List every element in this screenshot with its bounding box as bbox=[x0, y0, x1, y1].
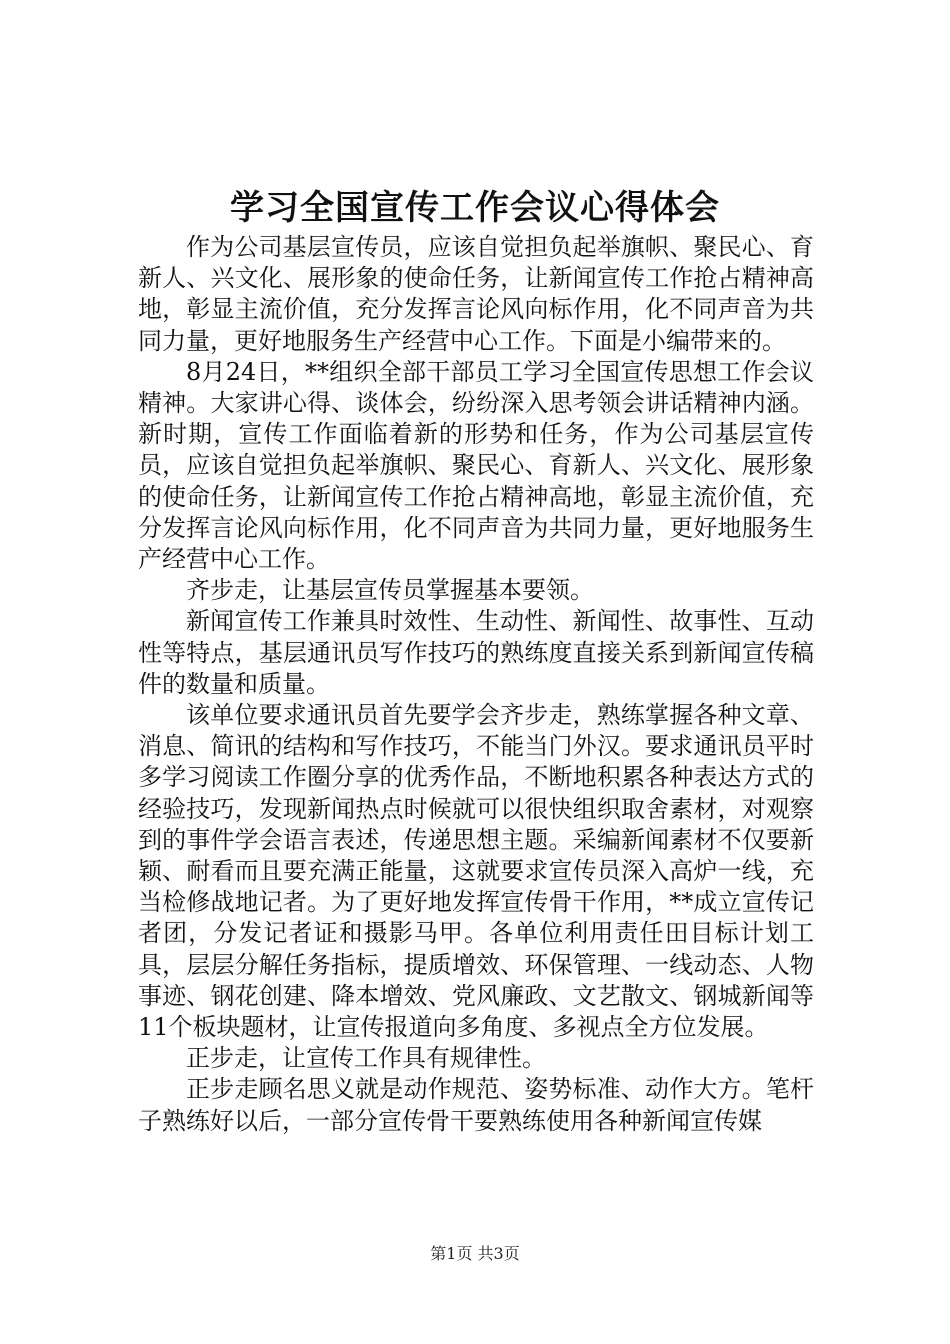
paragraph: 正步走，让宣传工作具有规律性。 bbox=[186, 1044, 546, 1073]
document-body bbox=[138, 232, 814, 1137]
document-title: 学习全国宣传工作会议心得体会 bbox=[230, 188, 720, 228]
paragraph: 作为公司基层宣传员，应该自觉担负起举旗帜、聚民心、育新人、兴文化、展形象的使命任务，让新闻宣传工作抢占精神高地，彰显主流价值，充分发挥言论风向标作用，化不同声音为共同力量，更好地服务生产经营中心工作。下面是小编带来的。 bbox=[138, 233, 814, 355]
paragraph: 该单位要求通讯员首先要学会齐步走，熟练掌握各种文章、消息、简讯的结构和写作技巧，不能当门外汉。要求通讯员平时多学习阅读工作圈分享的优秀作品，不断地积累各种表达方式的经验技巧，发现新闻热点时候就可以很快组织取舍素材，对观察到的事件学会语言表述，传递思想主题。采编新闻素材不仅要新颖、耐看而且要充满正能量，这就要求宣传员深入高炉一线，充当检修战地记者。为了更好地发挥宣传骨干作用，**成立宣传记者团，分发记者证和摄影马甲。各单位利用责任田目标计划工具，层层分解任务指标，提质增效、环保管理、一线动态、人物事迹、钢花创建、降本增效、党风廉政、文艺散文、钢城新闻等11个板块题材，让宣传报道向多角度、多视点全方位发展。 bbox=[138, 701, 814, 1042]
paragraph: 新闻宣传工作兼具时效性、生动性、新闻性、故事性、互动性等特点，基层通讯员写作技巧的熟练度直接关系到新闻宣传稿件的数量和质量。 bbox=[138, 607, 814, 698]
paragraph: 齐步走，让基层宣传员掌握基本要领。 bbox=[186, 576, 594, 605]
paragraph: 正步走顾名思义就是动作规范、姿势标准、动作大方。笔杆子熟练好以后，一部分宣传骨干要熟练使用各种新闻宣传媒 bbox=[138, 1075, 814, 1135]
page-number-footer: 第1页 共3页 bbox=[430, 1244, 520, 1263]
paragraph: 8月24日，**组织全部干部员工学习全国宣传思想工作会议精神。大家讲心得、谈体会，纷纷深入思考领会讲话精神内涵。新时期，宣传工作面临着新的形势和任务，作为公司基层宣传员，应该自觉担负起举旗帜、聚民心、育新人、兴文化、展形象的使命任务，让新闻宣传工作抢占精神高地，彰显主流价值，充分发挥言论风向标作用，化不同声音为共同力量，更好地服务生产经营中心工作。 bbox=[138, 357, 814, 574]
